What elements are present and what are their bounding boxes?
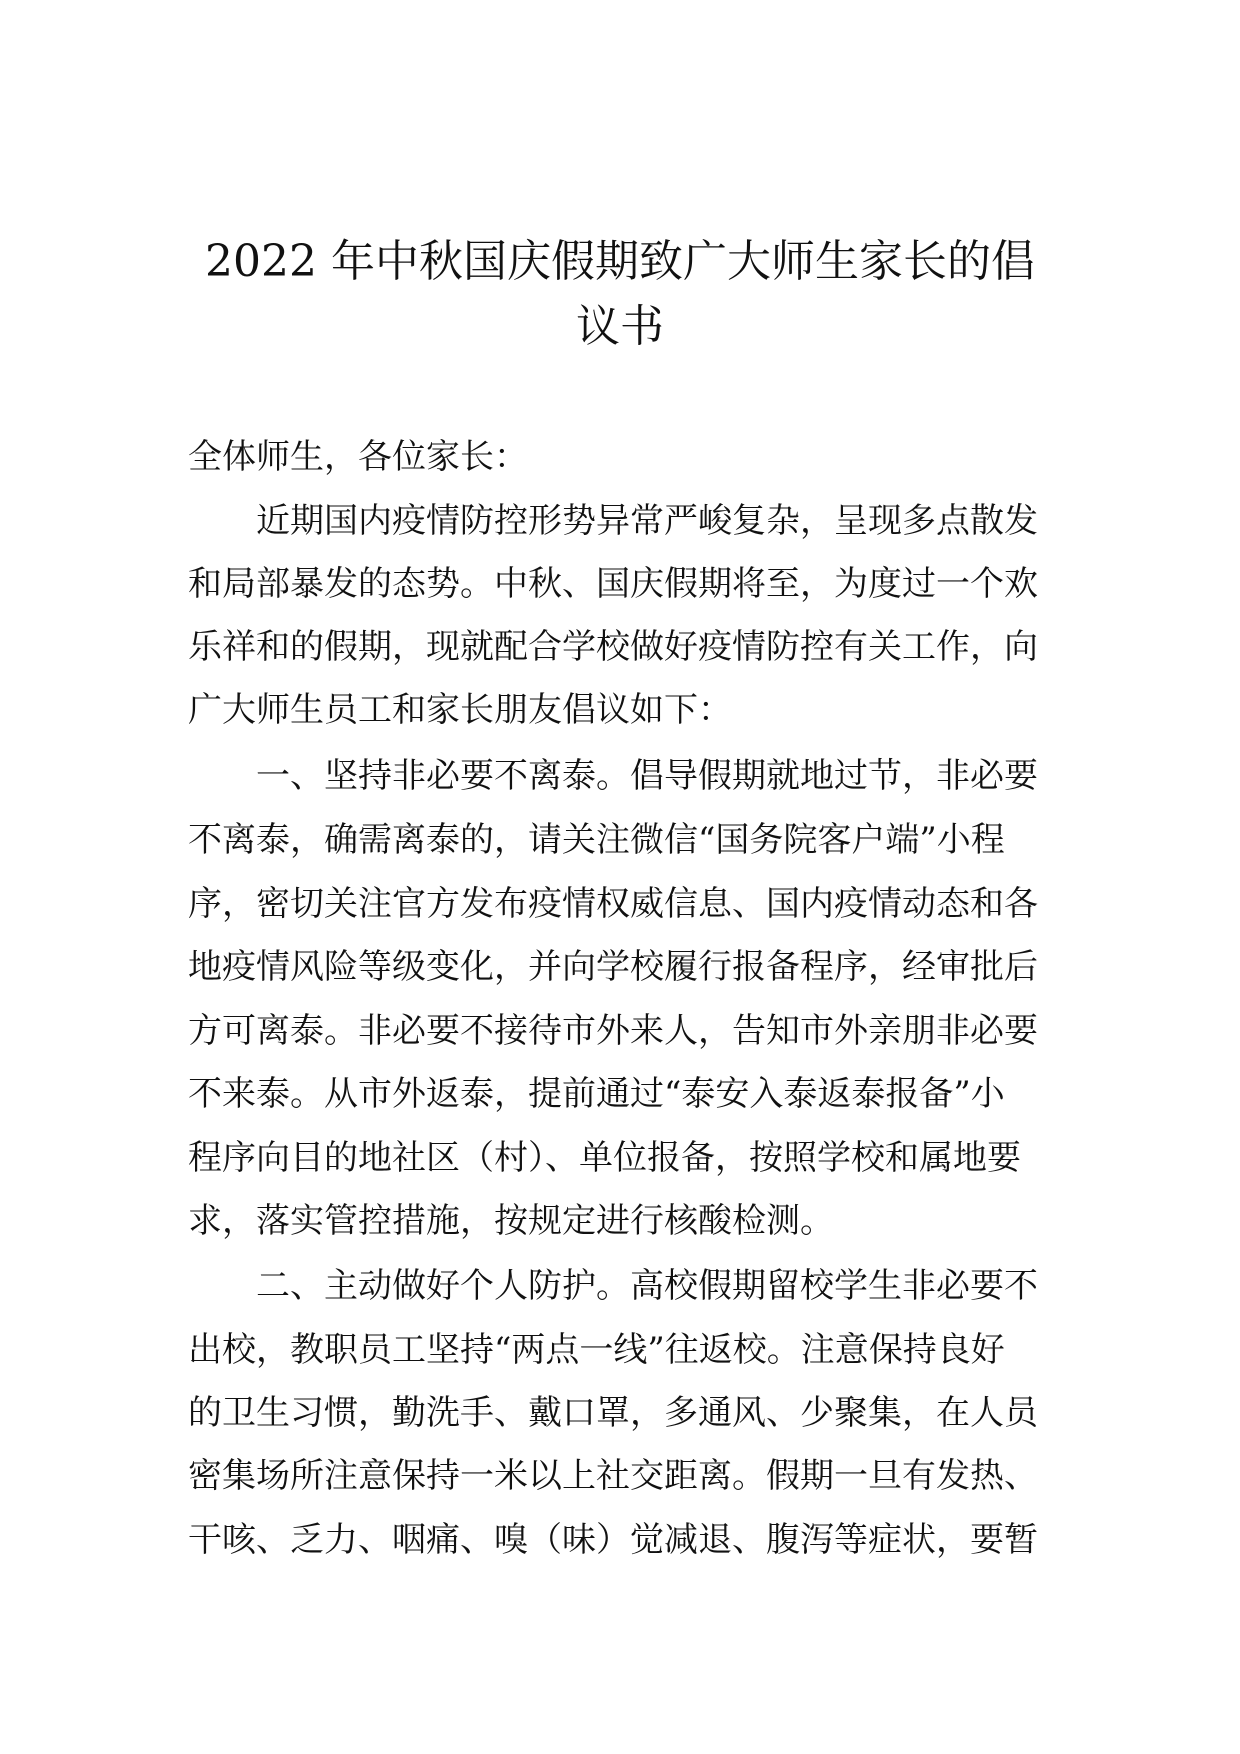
document-title-line-1: 2022 年中秋国庆假期致广大师生家长的倡	[205, 236, 1035, 287]
paragraph-line: 乐祥和的假期，现就配合学校做好疫情防控有关工作，向	[188, 627, 1038, 667]
paragraph-line: 二、主动做好个人防护。高校假期留校学生非必要不	[256, 1266, 1038, 1306]
paragraph-line: 密集场所注意保持一米以上社交距离。假期一旦有发热、	[188, 1456, 1038, 1496]
paragraph-line: 的卫生习惯，勤洗手、戴口罩，多通风、少聚集，在人员	[188, 1393, 1038, 1433]
document-title-line-2: 议书	[576, 301, 664, 352]
paragraph-line: 广大师生员工和家长朋友倡议如下：	[188, 690, 732, 730]
paragraph-line: 出校，教职员工坚持“两点一线”往返校。注意保持良好	[188, 1330, 1005, 1370]
paragraph-line: 一、坚持非必要不离泰。倡导假期就地过节，非必要	[256, 756, 1038, 796]
paragraph-line: 不来泰。从市外返泰，提前通过“泰安入泰返泰报备”小	[188, 1074, 1005, 1114]
salutation: 全体师生，各位家长：	[188, 437, 528, 477]
paragraph-line: 干咳、乏力、咽痛、嗅（味）觉减退、腹泻等症状，要暂	[188, 1520, 1038, 1560]
paragraph-line: 地疫情风险等级变化，并向学校履行报备程序，经审批后	[188, 947, 1038, 987]
paragraph-line: 近期国内疫情防控形势异常严峻复杂，呈现多点散发	[256, 501, 1038, 541]
paragraph-line: 不离泰，确需离泰的，请关注微信“国务院客户端”小程	[188, 820, 1005, 860]
paragraph-line: 和局部暴发的态势。中秋、国庆假期将至，为度过一个欢	[188, 564, 1038, 604]
paragraph-line: 求，落实管控措施，按规定进行核酸检测。	[188, 1201, 834, 1241]
paragraph-line: 程序向目的地社区（村）、单位报备，按照学校和属地要	[188, 1138, 1021, 1178]
paragraph-line: 序，密切关注官方发布疫情权威信息、国内疫情动态和各	[188, 884, 1038, 924]
paragraph-line: 方可离泰。非必要不接待市外来人，告知市外亲朋非必要	[188, 1011, 1038, 1051]
